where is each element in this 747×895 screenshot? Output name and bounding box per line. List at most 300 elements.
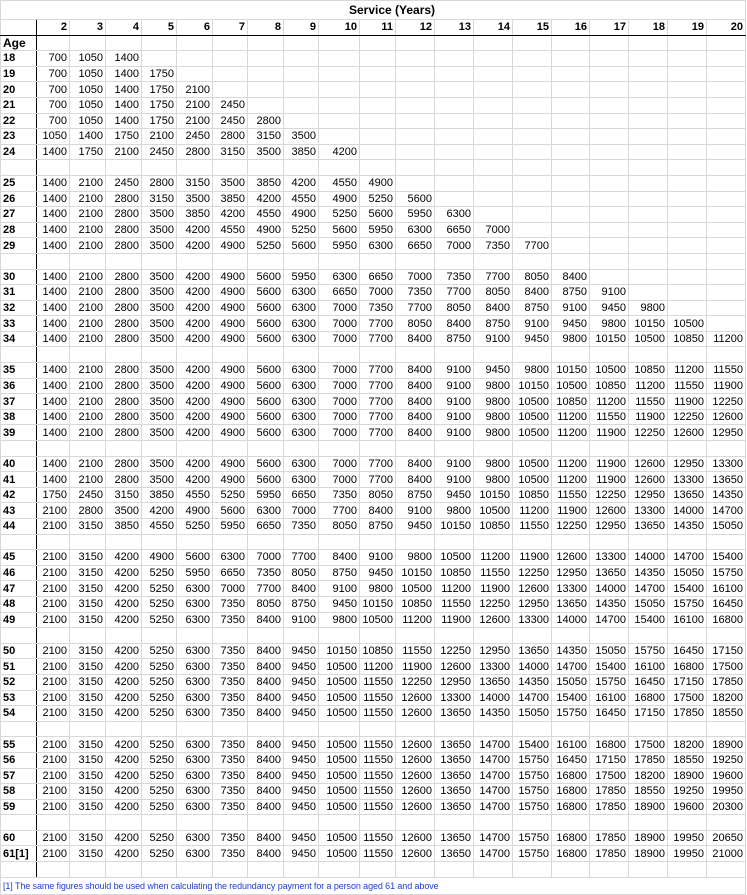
payment-cell: 9100 [435, 456, 474, 472]
payment-cell: 10500 [319, 659, 360, 675]
payment-cell: 10500 [319, 752, 360, 768]
payment-cell [513, 175, 552, 191]
empty-cell [284, 628, 319, 644]
service-year-header: 10 [319, 20, 360, 36]
payment-cell: 2100 [70, 331, 106, 347]
payment-cell: 9450 [284, 830, 319, 846]
payment-cell: 14700 [590, 612, 629, 628]
empty-cell [590, 815, 629, 831]
payment-cell: 2100 [37, 503, 70, 519]
empty-cell [629, 721, 668, 737]
payment-cell: 10150 [629, 316, 668, 332]
table-row [1, 331, 746, 347]
empty-cell [552, 862, 590, 878]
table-row [1, 737, 746, 753]
payment-cell [513, 51, 552, 67]
payment-cell: 12950 [552, 565, 590, 581]
payment-cell: 11550 [474, 565, 513, 581]
payment-cell: 9100 [435, 378, 474, 394]
payment-cell: 5600 [248, 285, 284, 301]
age-cell: 44 [1, 519, 37, 535]
payment-cell: 5600 [319, 222, 360, 238]
payment-cell: 9800 [474, 456, 513, 472]
payment-cell: 3500 [142, 331, 177, 347]
empty-cell [552, 815, 590, 831]
payment-cell: 1750 [70, 144, 106, 160]
empty-cell [319, 253, 360, 269]
payment-cell [319, 66, 360, 82]
age-cell: 43 [1, 503, 37, 519]
payment-cell: 7000 [319, 331, 360, 347]
payment-cell: 5250 [142, 690, 177, 706]
age-cell: 45 [1, 550, 37, 566]
payment-cell: 4900 [213, 394, 248, 410]
payment-cell: 4200 [106, 550, 142, 566]
payment-cell: 16800 [552, 784, 590, 800]
payment-cell [668, 175, 707, 191]
payment-cell: 12950 [474, 643, 513, 659]
payment-cell: 18200 [629, 768, 668, 784]
payment-cell: 12250 [474, 596, 513, 612]
payment-cell: 19600 [707, 768, 746, 784]
age-cell: 22 [1, 113, 37, 129]
payment-cell: 11550 [435, 596, 474, 612]
payment-cell [474, 129, 513, 145]
payment-cell: 2100 [177, 82, 213, 98]
payment-cell [552, 207, 590, 223]
empty-cell [629, 347, 668, 363]
payment-cell: 4900 [213, 472, 248, 488]
empty-cell [213, 862, 248, 878]
payment-cell: 12950 [590, 519, 629, 535]
payment-cell: 2100 [37, 612, 70, 628]
empty-cell [177, 628, 213, 644]
payment-cell: 7000 [319, 378, 360, 394]
empty-cell [37, 35, 70, 51]
payment-cell [668, 191, 707, 207]
payment-cell: 13650 [668, 487, 707, 503]
payment-cell: 8750 [360, 519, 396, 535]
payment-cell: 13300 [435, 690, 474, 706]
empty-cell [37, 347, 70, 363]
empty-cell [106, 253, 142, 269]
payment-cell: 16800 [552, 799, 590, 815]
payment-cell [590, 66, 629, 82]
payment-cell: 9100 [435, 394, 474, 410]
payment-cell: 2100 [37, 519, 70, 535]
payment-cell: 2100 [37, 643, 70, 659]
payment-cell: 13650 [435, 752, 474, 768]
empty-cell [474, 721, 513, 737]
payment-cell: 5600 [396, 191, 435, 207]
payment-cell: 11200 [590, 394, 629, 410]
payment-cell: 15750 [513, 846, 552, 862]
payment-cell [668, 300, 707, 316]
payment-cell: 1750 [142, 97, 177, 113]
payment-cell: 7700 [360, 316, 396, 332]
empty-cell [474, 160, 513, 176]
age-cell: 25 [1, 175, 37, 191]
payment-cell [707, 113, 746, 129]
age-cell: 36 [1, 378, 37, 394]
payment-cell: 3150 [70, 784, 106, 800]
table-row [1, 596, 746, 612]
payment-cell: 8750 [284, 596, 319, 612]
table-row [1, 581, 746, 597]
empty-cell [106, 862, 142, 878]
service-year-header: 19 [668, 20, 707, 36]
payment-cell: 11200 [435, 581, 474, 597]
payment-cell: 10150 [474, 487, 513, 503]
payment-cell: 9450 [590, 300, 629, 316]
empty-cell [552, 160, 590, 176]
service-year-header: 17 [590, 20, 629, 36]
empty-cell [106, 628, 142, 644]
table-row [1, 207, 746, 223]
table-row [1, 487, 746, 503]
payment-cell: 14700 [474, 799, 513, 815]
empty-cell [629, 441, 668, 457]
empty-cell [284, 862, 319, 878]
payment-cell: 1400 [70, 129, 106, 145]
payment-cell: 1400 [37, 456, 70, 472]
payment-cell: 20300 [707, 799, 746, 815]
payment-cell: 8050 [284, 565, 319, 581]
payment-cell: 9450 [284, 674, 319, 690]
payment-cell: 8400 [248, 846, 284, 862]
payment-cell: 8400 [248, 737, 284, 753]
payment-cell: 12600 [396, 737, 435, 753]
payment-cell: 6300 [177, 612, 213, 628]
payment-cell [319, 97, 360, 113]
payment-cell: 4900 [213, 409, 248, 425]
empty-cell [106, 160, 142, 176]
table-row [1, 752, 746, 768]
payment-cell: 2100 [70, 222, 106, 238]
payment-cell: 9800 [629, 300, 668, 316]
age-cell: 48 [1, 596, 37, 612]
empty-cell [590, 160, 629, 176]
payment-cell: 3150 [213, 144, 248, 160]
payment-cell: 2100 [70, 316, 106, 332]
payment-cell [707, 285, 746, 301]
payment-cell: 2100 [70, 456, 106, 472]
empty-cell [513, 815, 552, 831]
payment-cell: 16800 [707, 612, 746, 628]
payment-cell: 12600 [435, 659, 474, 675]
empty-cell [435, 862, 474, 878]
payment-cell: 8050 [248, 596, 284, 612]
payment-cell: 1400 [37, 238, 70, 254]
payment-cell: 4900 [142, 550, 177, 566]
payment-cell [707, 82, 746, 98]
payment-cell [668, 51, 707, 67]
age-cell: 61[1] [1, 846, 37, 862]
empty-cell [106, 35, 142, 51]
payment-cell: 18900 [707, 737, 746, 753]
payment-cell: 14700 [629, 581, 668, 597]
payment-cell [590, 269, 629, 285]
payment-cell: 3150 [70, 737, 106, 753]
payment-cell: 9800 [474, 425, 513, 441]
payment-cell: 19950 [707, 784, 746, 800]
payment-cell [629, 113, 668, 129]
payment-cell: 11200 [552, 456, 590, 472]
table-row [1, 565, 746, 581]
payment-cell [629, 285, 668, 301]
payment-cell: 14000 [668, 503, 707, 519]
payment-cell: 8400 [396, 425, 435, 441]
payment-cell [513, 129, 552, 145]
payment-cell [590, 238, 629, 254]
payment-cell [552, 66, 590, 82]
payment-cell: 7350 [213, 830, 248, 846]
payment-cell: 2100 [37, 706, 70, 722]
payment-cell: 18900 [629, 846, 668, 862]
age-cell: 21 [1, 97, 37, 113]
payment-cell: 4550 [248, 207, 284, 223]
payment-cell: 12600 [668, 425, 707, 441]
payment-cell: 5950 [177, 565, 213, 581]
payment-cell: 4200 [177, 363, 213, 379]
empty-cell [1, 253, 37, 269]
empty-cell [360, 347, 396, 363]
payment-cell [629, 191, 668, 207]
empty-cell [177, 347, 213, 363]
payment-cell [513, 222, 552, 238]
payment-cell: 7350 [213, 846, 248, 862]
payment-cell: 18200 [707, 690, 746, 706]
payment-cell: 6300 [284, 300, 319, 316]
payment-cell: 2100 [70, 363, 106, 379]
payment-cell: 11900 [668, 394, 707, 410]
payment-cell: 9100 [435, 409, 474, 425]
payment-cell: 5250 [142, 846, 177, 862]
payment-cell: 4900 [213, 425, 248, 441]
payment-cell: 2800 [142, 175, 177, 191]
payment-cell: 10500 [513, 472, 552, 488]
service-year-header: 18 [629, 20, 668, 36]
payment-cell [629, 82, 668, 98]
payment-cell: 2100 [70, 394, 106, 410]
age-cell: 52 [1, 674, 37, 690]
payment-cell: 2800 [106, 331, 142, 347]
payment-cell: 2800 [177, 144, 213, 160]
service-year-header: 11 [360, 20, 396, 36]
payment-cell [668, 113, 707, 129]
empty-cell [142, 721, 177, 737]
payment-cell: 8400 [552, 269, 590, 285]
payment-cell: 13300 [474, 659, 513, 675]
empty-cell [513, 347, 552, 363]
payment-cell: 7700 [248, 581, 284, 597]
payment-cell: 10850 [435, 565, 474, 581]
payment-cell: 14700 [474, 830, 513, 846]
payment-cell: 8050 [319, 519, 360, 535]
payment-cell: 11200 [707, 331, 746, 347]
empty-cell [396, 862, 435, 878]
payment-cell: 5250 [142, 659, 177, 675]
spacer-row [1, 534, 746, 550]
payment-cell: 11550 [513, 519, 552, 535]
payment-cell: 9800 [474, 409, 513, 425]
payment-cell: 11900 [590, 456, 629, 472]
payment-cell [513, 66, 552, 82]
empty-cell [396, 441, 435, 457]
payment-cell: 5250 [142, 612, 177, 628]
empty-cell [248, 862, 284, 878]
payment-cell [552, 97, 590, 113]
payment-cell: 9100 [590, 285, 629, 301]
payment-cell [552, 175, 590, 191]
payment-cell: 11900 [474, 581, 513, 597]
table-row [1, 238, 746, 254]
payment-cell: 7350 [360, 300, 396, 316]
table-row [1, 472, 746, 488]
empty-cell [360, 441, 396, 457]
payment-cell [474, 113, 513, 129]
payment-cell: 16100 [707, 581, 746, 597]
payment-cell: 12600 [396, 784, 435, 800]
payment-cell: 2100 [37, 768, 70, 784]
payment-cell: 14700 [668, 550, 707, 566]
payment-cell [435, 113, 474, 129]
empty-cell [284, 721, 319, 737]
payment-cell: 17500 [629, 737, 668, 753]
payment-cell [396, 82, 435, 98]
payment-cell: 1400 [37, 363, 70, 379]
payment-cell: 13300 [707, 456, 746, 472]
payment-cell [629, 269, 668, 285]
payment-cell: 16100 [668, 612, 707, 628]
payment-cell: 2100 [37, 799, 70, 815]
payment-cell [707, 238, 746, 254]
age-cell: 37 [1, 394, 37, 410]
payment-cell [707, 51, 746, 67]
payment-cell: 7000 [319, 472, 360, 488]
payment-cell: 6300 [177, 643, 213, 659]
payment-cell: 11550 [590, 409, 629, 425]
payment-cell: 14700 [474, 752, 513, 768]
payment-cell [474, 51, 513, 67]
empty-cell [396, 347, 435, 363]
empty-cell [142, 441, 177, 457]
payment-cell: 1400 [37, 191, 70, 207]
payment-cell: 9450 [513, 331, 552, 347]
payment-cell [629, 238, 668, 254]
payment-cell: 10150 [552, 363, 590, 379]
payment-cell: 7700 [360, 472, 396, 488]
empty-cell [248, 253, 284, 269]
payment-cell [360, 144, 396, 160]
payment-cell: 1400 [37, 144, 70, 160]
payment-cell: 4900 [213, 300, 248, 316]
payment-cell: 3500 [142, 472, 177, 488]
payment-cell: 3150 [248, 129, 284, 145]
payment-cell: 6300 [177, 674, 213, 690]
footnote: [1] The same figures should be used when calculating the redundancy payment for a person aged 61 and above [1, 877, 746, 894]
payment-cell [284, 113, 319, 129]
payment-cell: 4200 [106, 830, 142, 846]
payment-cell: 8050 [474, 285, 513, 301]
payment-cell: 9450 [284, 799, 319, 815]
payment-cell: 4200 [106, 784, 142, 800]
payment-cell [435, 97, 474, 113]
payment-cell: 7700 [319, 503, 360, 519]
payment-cell: 8050 [513, 269, 552, 285]
table-row [1, 519, 746, 535]
payment-cell: 3150 [70, 690, 106, 706]
age-label-row [1, 35, 746, 51]
empty-cell [474, 347, 513, 363]
payment-cell: 9800 [590, 316, 629, 332]
payment-cell: 6300 [177, 581, 213, 597]
payment-cell: 17500 [707, 659, 746, 675]
payment-cell: 9800 [513, 363, 552, 379]
payment-cell: 4900 [213, 456, 248, 472]
payment-cell: 6300 [177, 830, 213, 846]
payment-cell: 6300 [177, 596, 213, 612]
payment-cell: 5250 [142, 830, 177, 846]
payment-cell: 2100 [37, 581, 70, 597]
empty-cell [213, 347, 248, 363]
payment-cell: 6300 [177, 784, 213, 800]
empty-cell [668, 862, 707, 878]
payment-cell [552, 238, 590, 254]
payment-cell: 7700 [360, 363, 396, 379]
empty-cell [707, 35, 746, 51]
payment-cell: 9800 [474, 394, 513, 410]
payment-cell [513, 144, 552, 160]
payment-cell: 17850 [590, 846, 629, 862]
payment-cell [707, 316, 746, 332]
payment-cell: 700 [37, 82, 70, 98]
payment-cell: 9800 [396, 550, 435, 566]
payment-cell: 8400 [396, 394, 435, 410]
payment-cell: 4200 [177, 300, 213, 316]
payment-cell: 1400 [106, 66, 142, 82]
payment-cell: 15750 [513, 768, 552, 784]
payment-cell: 8400 [248, 784, 284, 800]
payment-cell: 12250 [396, 674, 435, 690]
payment-cell: 9800 [552, 331, 590, 347]
payment-cell: 11550 [360, 706, 396, 722]
empty-cell [213, 534, 248, 550]
table-row [1, 846, 746, 862]
payment-cell: 10500 [319, 768, 360, 784]
payment-cell: 11550 [552, 487, 590, 503]
payment-cell: 16450 [707, 596, 746, 612]
payment-cell: 2800 [106, 238, 142, 254]
payment-cell: 12600 [590, 503, 629, 519]
payment-cell: 6300 [177, 706, 213, 722]
payment-cell: 6300 [284, 394, 319, 410]
payment-cell: 7350 [213, 737, 248, 753]
empty-cell [552, 534, 590, 550]
empty-cell [552, 35, 590, 51]
payment-cell: 3850 [177, 207, 213, 223]
payment-cell: 17150 [707, 643, 746, 659]
age-cell: 47 [1, 581, 37, 597]
payment-cell: 3500 [142, 269, 177, 285]
empty-cell [319, 441, 360, 457]
service-year-header: 2 [37, 20, 70, 36]
payment-cell: 4900 [213, 316, 248, 332]
empty-cell [1, 628, 37, 644]
payment-cell: 5950 [360, 222, 396, 238]
payment-cell: 5600 [248, 316, 284, 332]
payment-cell: 19600 [668, 799, 707, 815]
